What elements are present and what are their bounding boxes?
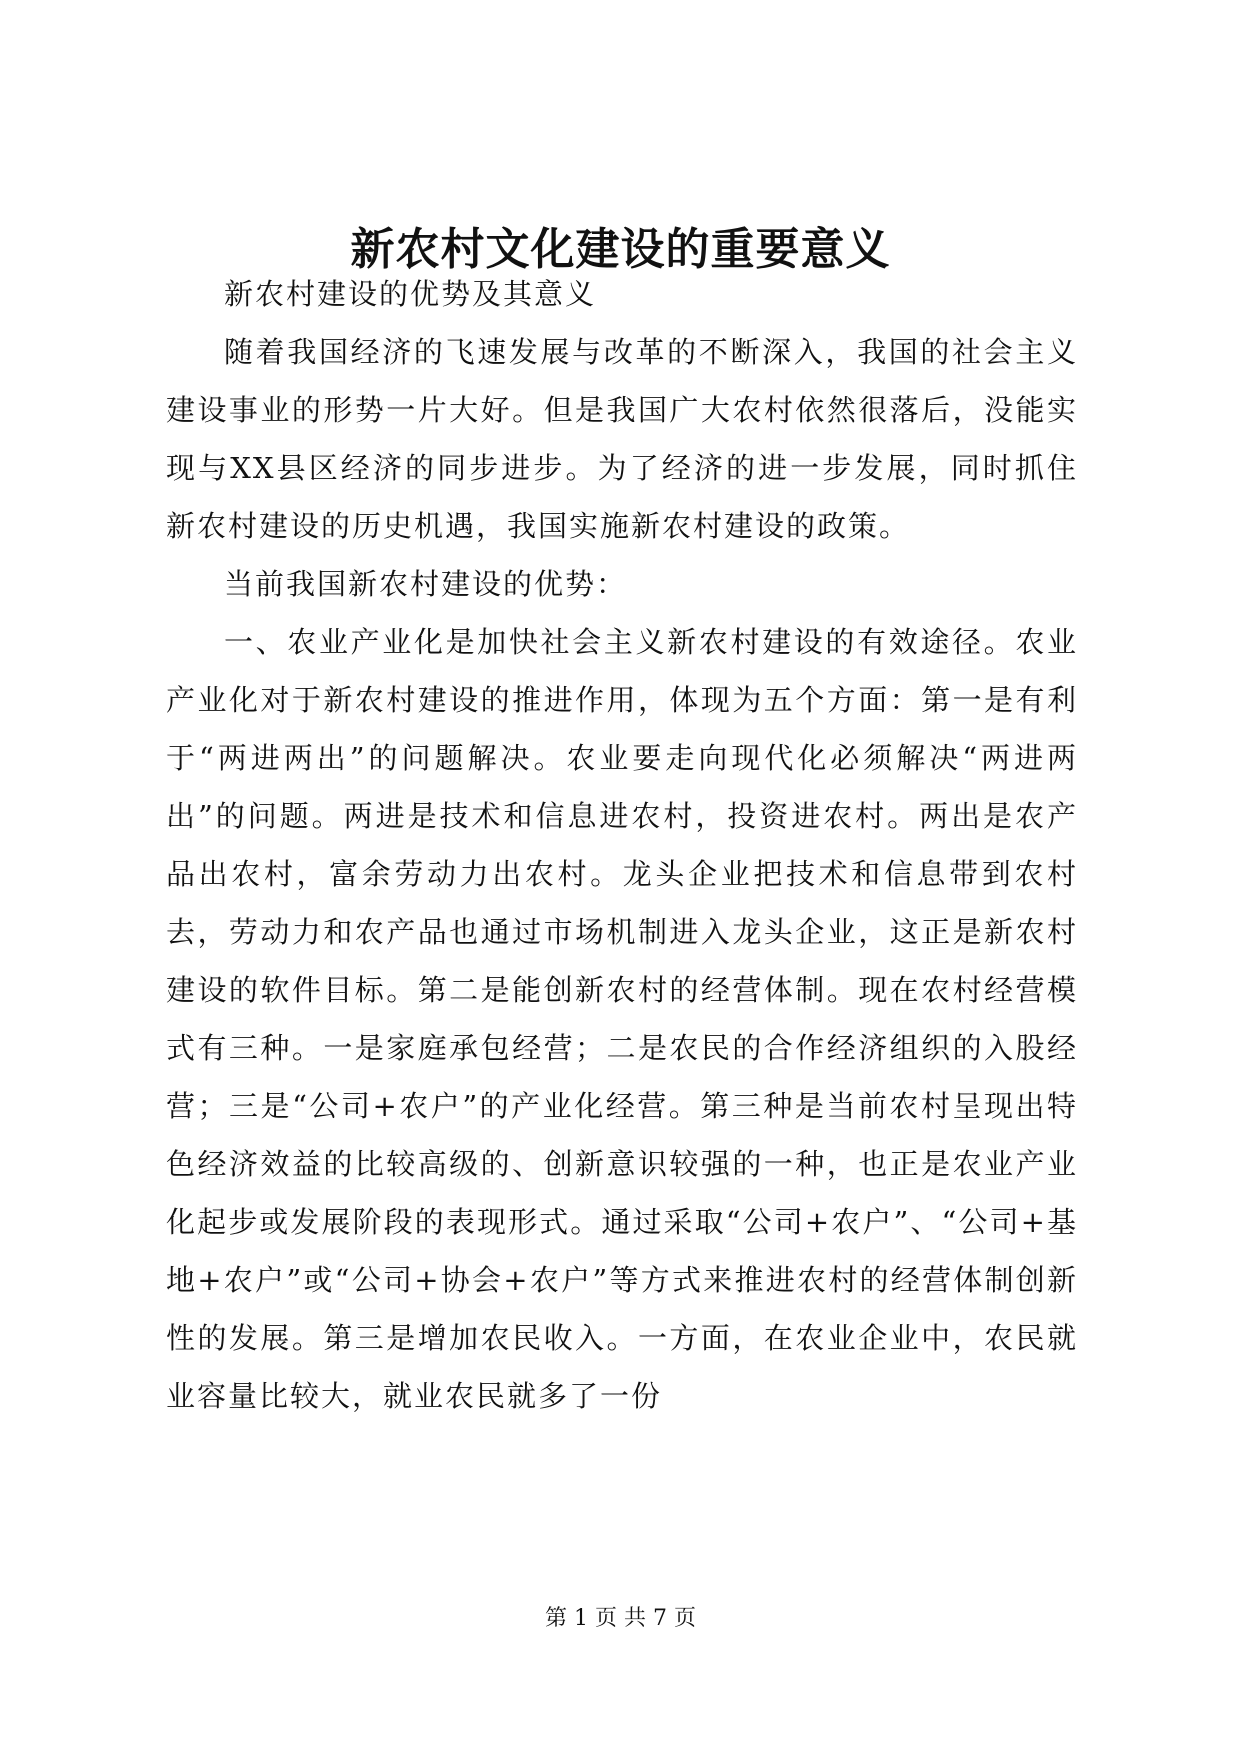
page-number-label: 第 1 页 共 7 页: [545, 1606, 696, 1631]
document-body: [166, 265, 1078, 1425]
paragraph-intro: 随着我国经济的飞速发展与改革的不断深入，我国的社会主义建设事业的形势一片大好。但是我国广大农村依然很落后，没能实现与XX县区经济的同步进步。为了经济的进一步发展，同时抓住新农村建设的历史机遇，我国实施新农村建设的政策。: [166, 335, 1078, 543]
document-title: 新农村文化建设的重要意义: [350, 224, 891, 275]
paragraph-subtitle: 新农村建设的优势及其意义: [224, 277, 597, 311]
page-footer: [0, 1604, 1241, 1634]
paragraph-advantages-heading: 当前我国新农村建设的优势：: [224, 567, 628, 601]
paragraph-point-one: 一、农业产业化是加快社会主义新农村建设的有效途径。农业产业化对于新农村建设的推进作用，体现为五个方面：第一是有利于“两进两出”的问题解决。农业要走向现代化必须解决“两进两出”的问题。两进是技术和信息进农村，投资进农村。两出是农产品出农村，富余劳动力出农村。龙头企业把技术和信息带到农村去，劳动力和农产品也通过市场机制进入龙头企业，这正是新农村建设的软件目标。第二是能创新农村的经营体制。现在农村经营模式有三种。一是家庭承包经营；二是农民的合作经济组织的入股经营；三是“公司+农户”的产业化经营。第三种是当前农村呈现出特色经济效益的比较高级的、创新意识较强的一种，也正是农业产业化起步或发展阶段的表现形式。通过采取“公司+农户”、“公司+基地+农户”或“公司+协会+农户”等方式来推进农村的经营体制创新性的发展。第三是增加农民收入。一方面，在农业企业中，农民就业容量比较大，就业农民就多了一份: [166, 625, 1078, 1413]
